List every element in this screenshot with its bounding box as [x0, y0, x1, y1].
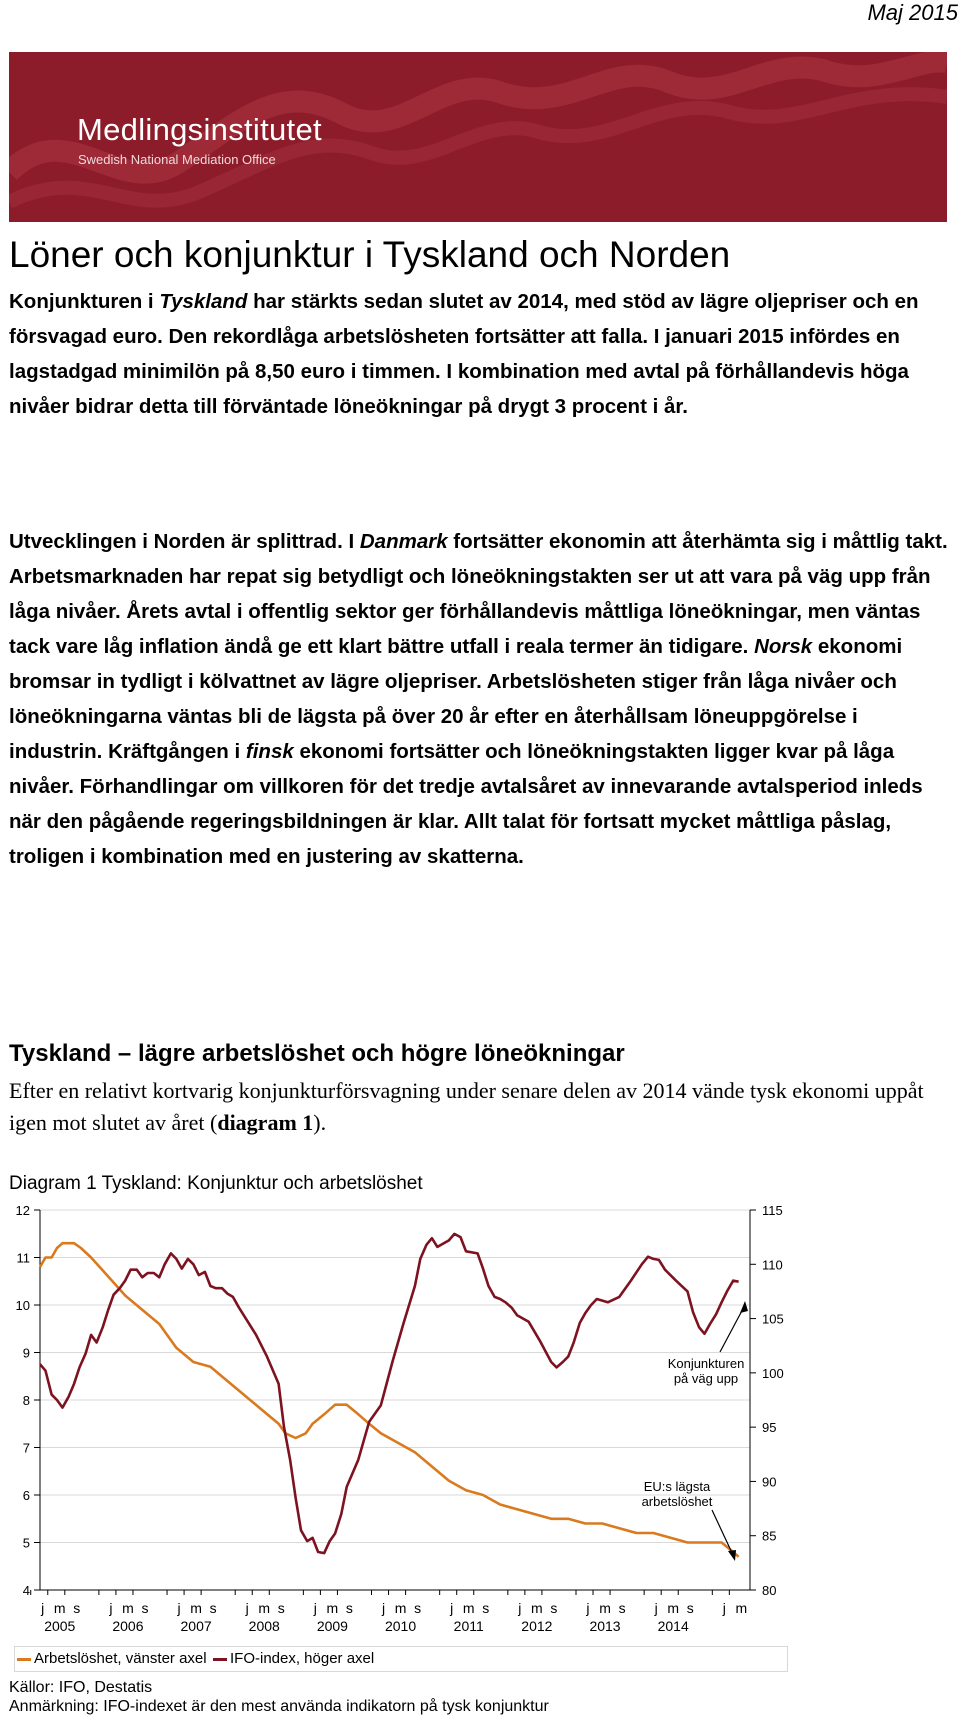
x-axis-month-label: m [667, 1600, 680, 1616]
annotation-line: EU:s lägsta [643, 1479, 711, 1494]
x-axis-month-label: m [326, 1600, 339, 1616]
x-axis-month-label: j [654, 1600, 658, 1616]
x-axis-month-label: m [599, 1600, 611, 1616]
x-axis-year-label: 2005 [44, 1618, 76, 1634]
x-axis-month-label: j [177, 1600, 181, 1616]
x-axis-month-label: j [722, 1600, 726, 1616]
x-axis-month-label: s [482, 1600, 490, 1616]
left-axis-tick-label: 11 [16, 1250, 30, 1266]
nordic-paragraph [9, 524, 949, 874]
sources-note: Källor: IFO, Destatis [9, 1679, 153, 1696]
left-axis-tick-label: 7 [22, 1440, 30, 1456]
chart-title: Diagram 1 Tyskland: Konjunktur och arbetslöshet [9, 1173, 423, 1194]
legend-label-ifo: IFO-index, höger axel [230, 1650, 375, 1667]
x-axis-year-label: 2007 [180, 1618, 212, 1634]
legend-swatch-ifo [213, 1658, 227, 1661]
intro-paragraph [9, 284, 949, 424]
x-axis-month-label: m [122, 1600, 134, 1616]
chart-legend [14, 1646, 788, 1672]
remark-note: Anmärkning: IFO-indexet är den mest använda indikatorn på tysk konjunktur [9, 1698, 549, 1715]
section-text-a: Efter en relativt kortvarig konjunkturförsvagning under senare delen av 2014 vände tysk ekonomi uppåt igen mot slutet av året ( [9, 1078, 924, 1135]
organization-name: Medlingsinstitutet [77, 112, 322, 147]
x-axis-month-label: m [53, 1600, 66, 1616]
nordic-text-e: ekonomi bromsar in tydligt i kölvattnet av lägre oljepriser. Arbetslösheten stiger från låga nivåer och löneökningarna väntas bli de lägsta på över 20 år efter en återhållsam löneuppgörelse i industrin. Kräftgången i [9, 635, 903, 763]
ifo-index-series-line [40, 1234, 739, 1553]
x-axis-year-label: 2011 [453, 1618, 484, 1634]
annotation-line: Konjunkturen [667, 1356, 745, 1371]
right-axis-tick-label: 105 [762, 1311, 784, 1327]
organization-banner [9, 52, 947, 222]
x-axis-month-label: s [345, 1600, 353, 1616]
left-axis-tick-label: 10 [15, 1298, 30, 1313]
x-axis-year-label: 2012 [521, 1618, 553, 1634]
x-axis-month-label: m [462, 1600, 475, 1616]
x-axis-year-label: 2010 [384, 1618, 417, 1634]
x-axis-month-label: j [313, 1600, 317, 1616]
x-axis-month-label: m [531, 1600, 543, 1616]
right-axis-tick-label: 100 [762, 1365, 784, 1381]
x-axis-month-label: s [141, 1600, 149, 1616]
report-date: Maj 2015 [867, 0, 958, 25]
x-axis-year-label: 2014 [657, 1618, 689, 1634]
x-axis-month-label: j [518, 1600, 522, 1616]
x-axis-month-label: s [550, 1600, 558, 1616]
x-axis-month-label: m [190, 1600, 202, 1616]
x-axis-month-label: j [109, 1600, 113, 1616]
left-axis-tick-label: 6 [22, 1488, 30, 1503]
nordic-text-a: Utvecklingen i Norden är splittrad. I [9, 530, 360, 553]
legend-label-unemployment: Arbetslöshet, vänster axel [34, 1650, 207, 1667]
left-axis-tick-label: 5 [22, 1535, 30, 1551]
x-axis-month-label: s [414, 1600, 422, 1616]
nordic-text-denmark: Danmark [359, 530, 448, 553]
x-axis-month-label: s [277, 1600, 285, 1616]
legend-swatch-unemployment [17, 1658, 31, 1661]
right-axis-tick-label: 80 [762, 1583, 777, 1598]
x-axis-year-label: 2006 [112, 1618, 144, 1634]
intro-text-country: Tyskland [159, 290, 248, 313]
nordic-text-finland: finsk [245, 740, 294, 763]
legend-item-ifo [213, 1650, 374, 1667]
annotation-arrowhead [728, 1550, 736, 1561]
x-axis-month-label: m [394, 1600, 407, 1616]
organization-subtitle: Swedish National Mediation Office [78, 152, 276, 167]
x-axis-month-label: j [245, 1600, 249, 1616]
right-axis-tick-label: 90 [762, 1474, 777, 1490]
x-axis-month-label: j [381, 1600, 386, 1616]
x-axis-year-label: 2009 [316, 1618, 348, 1634]
x-axis-month-label: m [735, 1600, 748, 1616]
nordic-text-c: fortsätter ekonomin att återhämta sig i måttlig takt. Arbetsmarknaden har repat sig betydligt och löneökningstakten ser ut att vara på väg upp från låga nivåer. Årets avtal i offentlig sektor ger förhållandevis måttliga löneökningar, men väntas tack vare låg inflation ändå ge ett klart bättre utfall i reala termer än tidigare. [9, 530, 948, 658]
x-axis-month-label: j [586, 1600, 590, 1616]
legend-item-unemployment [17, 1650, 207, 1667]
nordic-text-g: ekonomi fortsätter och löneökningstakten ligger kvar på låga nivåer. Förhandlingar om villkoren för det tredje avtalsåret av innevarande avtalsperiod inleds när den pågående regeringsbildningen är klar. Allt talat för fortsatt mycket måttliga påslag, troligen i kombination med en justering av skatterna. [9, 740, 923, 868]
x-axis-month-label: s [686, 1600, 694, 1616]
x-axis-year-label: 2013 [589, 1618, 621, 1634]
section-text-c: ). [313, 1110, 327, 1135]
annotation-arrowhead [740, 1301, 748, 1313]
x-axis-month-label: s [618, 1600, 626, 1616]
x-axis-month-label: j [450, 1600, 454, 1616]
annotation-line: på väg upp [673, 1371, 739, 1386]
right-axis-tick-label: 110 [762, 1257, 783, 1273]
left-axis-tick-label: 8 [22, 1393, 30, 1408]
section-text-diagram-ref: diagram 1 [217, 1110, 314, 1135]
annotation-line: arbetslöshet [641, 1494, 713, 1509]
left-axis-tick-label: 4 [22, 1583, 30, 1598]
right-axis-tick-label: 85 [762, 1528, 777, 1544]
nordic-text-norway: Norsk [754, 635, 813, 658]
x-axis-month-label: j [41, 1600, 45, 1616]
x-axis-year-label: 2008 [248, 1618, 280, 1634]
intro-text-a: Konjunkturen i [9, 290, 160, 313]
page-title: Löner och konjunktur i Tyskland och Norden [9, 234, 731, 275]
intro-text-c: har stärkts sedan slutet av 2014, med stöd av lägre oljepriser och en försvagad euro. Den rekordlåga arbetslösheten fortsätter att falla. I januari 2015 infördes en lagstadgad minimilön på 8,50 euro i timmen. I kombination med avtal på förhållandevis höga nivåer bidrar detta till förväntade löneökningar på drygt 3 procent i år. [9, 290, 919, 418]
x-axis-month-label: m [258, 1600, 271, 1616]
x-axis-month-label: s [73, 1600, 81, 1616]
section-paragraph [9, 1075, 949, 1139]
right-axis-tick-label: 115 [762, 1203, 783, 1218]
line-chart [0, 1195, 960, 1645]
x-axis-month-label: s [209, 1600, 217, 1616]
section-heading: Tyskland – lägre arbetslöshet och högre löneökningar [9, 1040, 625, 1067]
left-axis-tick-label: 9 [22, 1345, 30, 1361]
left-axis-tick-label: 12 [15, 1203, 30, 1218]
right-axis-tick-label: 95 [762, 1420, 777, 1436]
annotation-arrow [712, 1510, 733, 1555]
